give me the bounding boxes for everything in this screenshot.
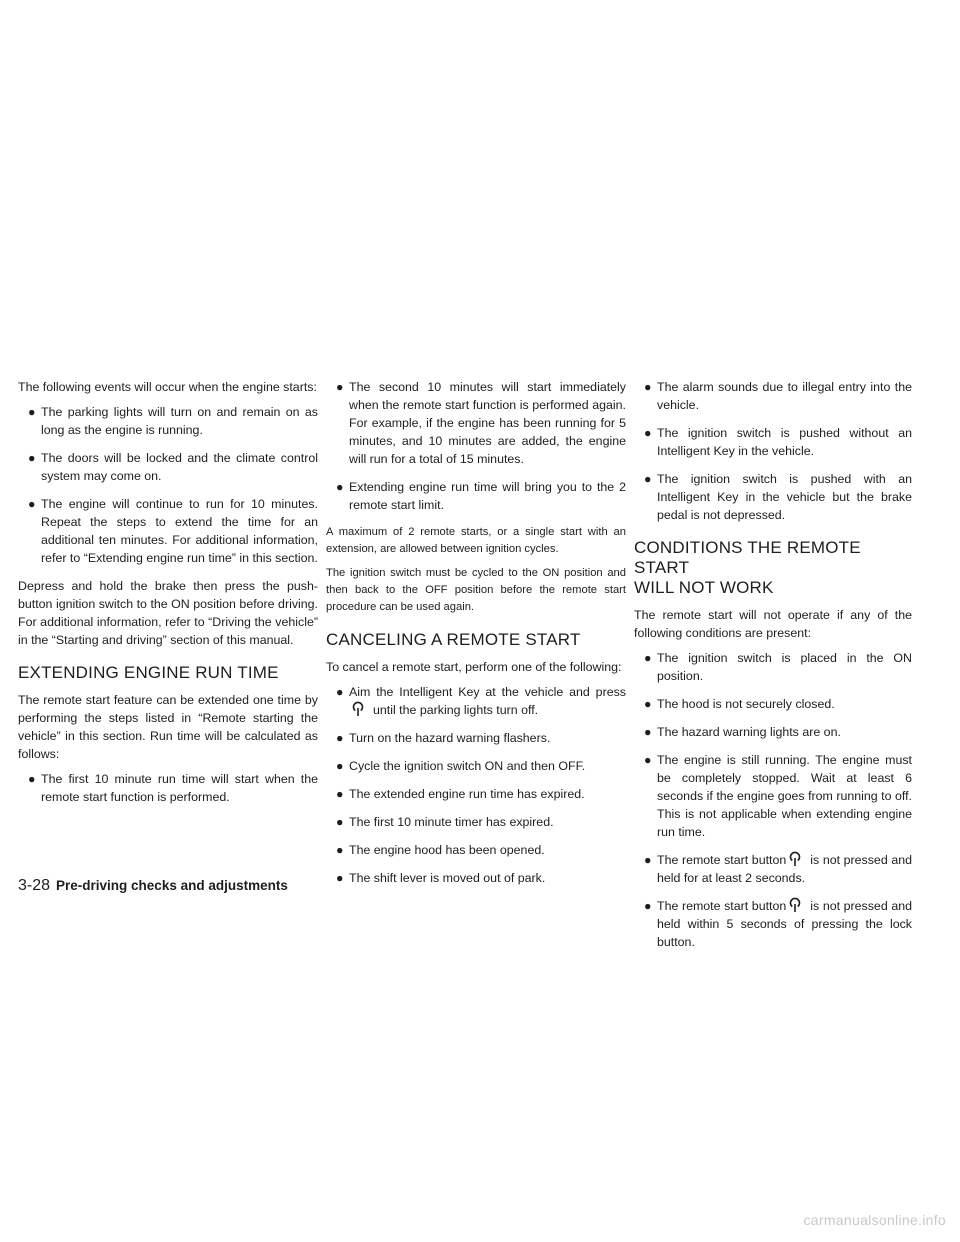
page-footer (18, 876, 288, 896)
list-item: ● The doors will be locked and the climate control system may come on. (28, 451, 318, 483)
watermark: carmanualsonline.info (803, 1212, 946, 1228)
column-1 (18, 378, 318, 816)
list-item: ● The first 10 minute timer has expired. (336, 815, 554, 829)
list-item: ● The hazard warning lights are on. (644, 725, 841, 739)
list-item: ● The parking lights will turn on and remain on as long as the engine is running. (28, 405, 318, 437)
bullet-icon: ● (28, 497, 36, 511)
section-title: Pre-driving checks and adjustments (56, 878, 288, 893)
remote-start-icon (788, 851, 802, 867)
bullet-icon: ● (336, 871, 344, 885)
list-item: ● The second 10 minutes will start immediately when the remote start function is performed again. For example, if the engine has been running for 5 minutes, and 10 minutes are added, the engine will run for a total of 15 minutes. (336, 380, 626, 466)
canceling-list (326, 683, 626, 887)
bullet-icon: ● (644, 753, 652, 767)
list-item: ● Cycle the ignition switch ON and then OFF. (336, 759, 586, 773)
list-item: ● The remote start button is not pressed and held for at least 2 seconds. (644, 853, 912, 885)
list-item: ● The ignition switch is pushed with an Intelligent Key in the vehicle but the brake pedal is not depressed. (644, 472, 912, 522)
bullet-icon: ● (28, 405, 36, 419)
bullet-icon: ● (644, 853, 652, 867)
remote-start-icon (351, 701, 365, 717)
bullet-icon: ● (644, 899, 652, 913)
bullet-icon: ● (336, 685, 344, 699)
page-number: 3-28 (18, 877, 51, 894)
list-item: ● Turn on the hazard warning flashers. (336, 731, 551, 745)
bullet-icon: ● (336, 759, 344, 773)
list-item: ● The first 10 minute run time will start when the remote start function is performed. (28, 772, 318, 804)
bullet-icon: ● (336, 787, 344, 801)
list-item: ● The hood is not securely closed. (644, 697, 835, 711)
list-item: ● The ignition switch is placed in the ON position. (644, 651, 912, 683)
bullet-icon: ● (644, 725, 652, 739)
list-item: ● The engine will continue to run for 10 minutes. Repeat the steps to extend the time for an additional ten minutes. For additional information, refer to “Extending engine run time” in this section. (28, 497, 318, 565)
extending-heading: EXTENDING ENGINE RUN TIME (18, 663, 279, 682)
bullet-icon: ● (644, 697, 652, 711)
canceling-list-continued (634, 378, 912, 524)
bullet-icon: ● (336, 731, 344, 745)
canceling-heading: CANCELING A REMOTE START (326, 630, 581, 649)
list-item: ● The alarm sounds due to illegal entry into the vehicle. (644, 380, 912, 412)
depress-paragraph: Depress and hold the brake then press the push-button ignition switch to the ON position before driving. For additional information, refer to “Driving the vehicle” in the “Starting and driving” section of this manual. (18, 579, 318, 647)
remote-start-icon (788, 897, 802, 913)
bullet-icon: ● (644, 651, 652, 665)
extending-list-continued (326, 378, 626, 514)
list-item: ● The shift lever is moved out of park. (336, 871, 546, 885)
list-item: ● The engine is still running. The engine must be completely stopped. Wait at least 6 seconds if the engine goes from running to off. This is not applicable when extending engine run time. (644, 753, 912, 839)
canceling-intro: To cancel a remote start, perform one of the following: (326, 660, 622, 674)
bullet-icon: ● (336, 480, 344, 494)
bullet-icon: ● (644, 472, 652, 486)
list-item: ● Aim the Intelligent Key at the vehicle and pressuntil the parking lights turn off. (336, 685, 626, 717)
bullet-icon: ● (336, 843, 344, 857)
cycle-paragraph: The ignition switch must be cycled to the ON position and then back to the OFF position before the remote start procedure can be used again. (326, 567, 626, 613)
bullet-icon: ● (28, 451, 36, 465)
bullet-icon: ● (28, 772, 36, 786)
column-3 (634, 378, 912, 961)
column-2 (326, 378, 626, 897)
list-item: ● Extending engine run time will bring you to the 2 remote start limit. (336, 480, 626, 512)
events-list (18, 403, 318, 567)
bullet-icon: ● (644, 380, 652, 394)
list-item: ● The engine hood has been opened. (336, 843, 545, 857)
max-starts-paragraph: A maximum of 2 remote starts, or a single start with an extension, are allowed between ignition cycles. (326, 526, 626, 555)
events-intro: The following events will occur when the engine starts: (18, 380, 317, 394)
list-item: ● The extended engine run time has expired. (336, 787, 585, 801)
list-item: ● The remote start button is not pressed and held within 5 seconds of pressing the lock button. (644, 899, 912, 949)
conditions-intro: The remote start will not operate if any of the following conditions are present: (634, 608, 912, 640)
conditions-heading: CONDITIONS THE REMOTE START WILL NOT WORK (634, 538, 861, 597)
bullet-icon: ● (336, 380, 344, 394)
extending-list (18, 770, 318, 806)
conditions-list (634, 649, 912, 951)
extending-paragraph: The remote start feature can be extended one time by performing the steps listed in “Remote starting the vehicle” in this section. Run time will be calculated as follows: (18, 693, 318, 761)
bullet-icon: ● (336, 815, 344, 829)
bullet-icon: ● (644, 426, 652, 440)
list-item: ● The ignition switch is pushed without an Intelligent Key in the vehicle. (644, 426, 912, 458)
